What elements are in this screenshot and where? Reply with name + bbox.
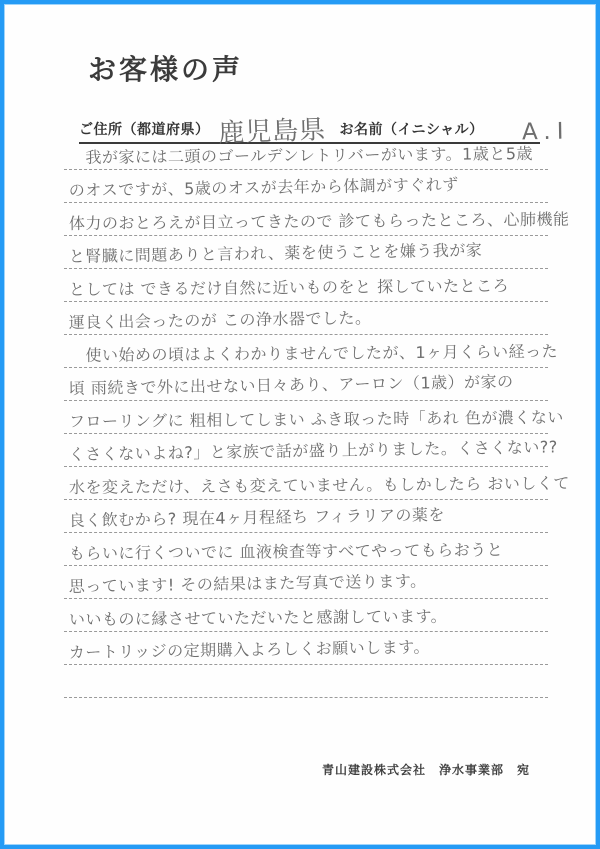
message-line: [64, 401, 564, 434]
recipient-line: 青山建設株式会社 浄水事業部 宛: [321, 763, 530, 777]
handwritten-text: 頃 雨続きで外に出せない日々あり、アーロン（1歳）が家の: [68, 372, 514, 399]
message-line: [64, 533, 548, 566]
handwritten-text: 我が家には二頭のゴールデンレトリバーがいます。1歳と5歳: [68, 143, 534, 168]
message-line: [64, 665, 548, 698]
message-line: [64, 137, 548, 170]
name-label: お名前（イニシャル）: [339, 122, 484, 138]
handwritten-text: くさくないよね?」と家族で話が盛り上がりました。くさくない??: [68, 437, 558, 465]
message-line: [64, 500, 548, 533]
message-line: [64, 302, 548, 335]
message-line: [64, 566, 548, 599]
message-line: [64, 335, 559, 368]
message-line: [64, 467, 570, 500]
message-line: [64, 632, 548, 665]
handwritten-text: 良く飲むから? 現在4ヶ月程経ち フィラリアの薬を: [68, 505, 446, 531]
handwritten-text: 使い始めの頃はよくわかりませんでしたが、1ヶ月くらい経った: [68, 341, 559, 366]
address-label: ご住所（都道府県）: [79, 122, 210, 138]
message-line: [64, 599, 548, 632]
handwritten-text: 体力のおとろえが目立ってきたので 診てもらったところ、心肺機能: [68, 209, 570, 234]
message-line: [64, 236, 548, 269]
message-line: [64, 368, 548, 401]
handwritten-text: と腎臓に問題ありと言われ、薬を使うことを嫌う我が家: [68, 240, 483, 267]
handwritten-text: のオスですが、5歳のオスが去年から体調がすぐれず: [68, 174, 459, 201]
name-handwritten-value: A.I: [521, 118, 570, 146]
handwritten-text: フローリングに 粗相してしまい ふき取った時「あれ 色が濃くない: [68, 407, 564, 432]
handwritten-text: カートリッジの定期購入よろしくお願いします。: [68, 637, 431, 663]
address-handwritten-value: 鹿児島県: [217, 115, 327, 149]
message-line: [64, 434, 558, 467]
handwritten-text: 思っています! その結果はまた写真で送ります。: [68, 571, 427, 597]
handwritten-text: 水を変えただけ、えさも変えていません。もしかしたら おいしくて: [68, 473, 570, 498]
handwritten-text: としては できるだけ自然に近いものをと 探していたところ: [68, 276, 510, 300]
message-line: [64, 269, 548, 302]
handwritten-text: 運良く出会ったのが この浄水器でした。: [68, 308, 372, 333]
handwritten-text: もらいに行くついでに 血液検査等すべてやってもらおうと: [68, 540, 504, 564]
handwritten-text: いいものに縁させていただいたと感謝しています。: [68, 606, 448, 630]
message-line: [64, 170, 548, 203]
testimonial-body: [64, 137, 570, 698]
message-line: [64, 203, 570, 236]
page-title: お客様の声: [88, 54, 244, 85]
